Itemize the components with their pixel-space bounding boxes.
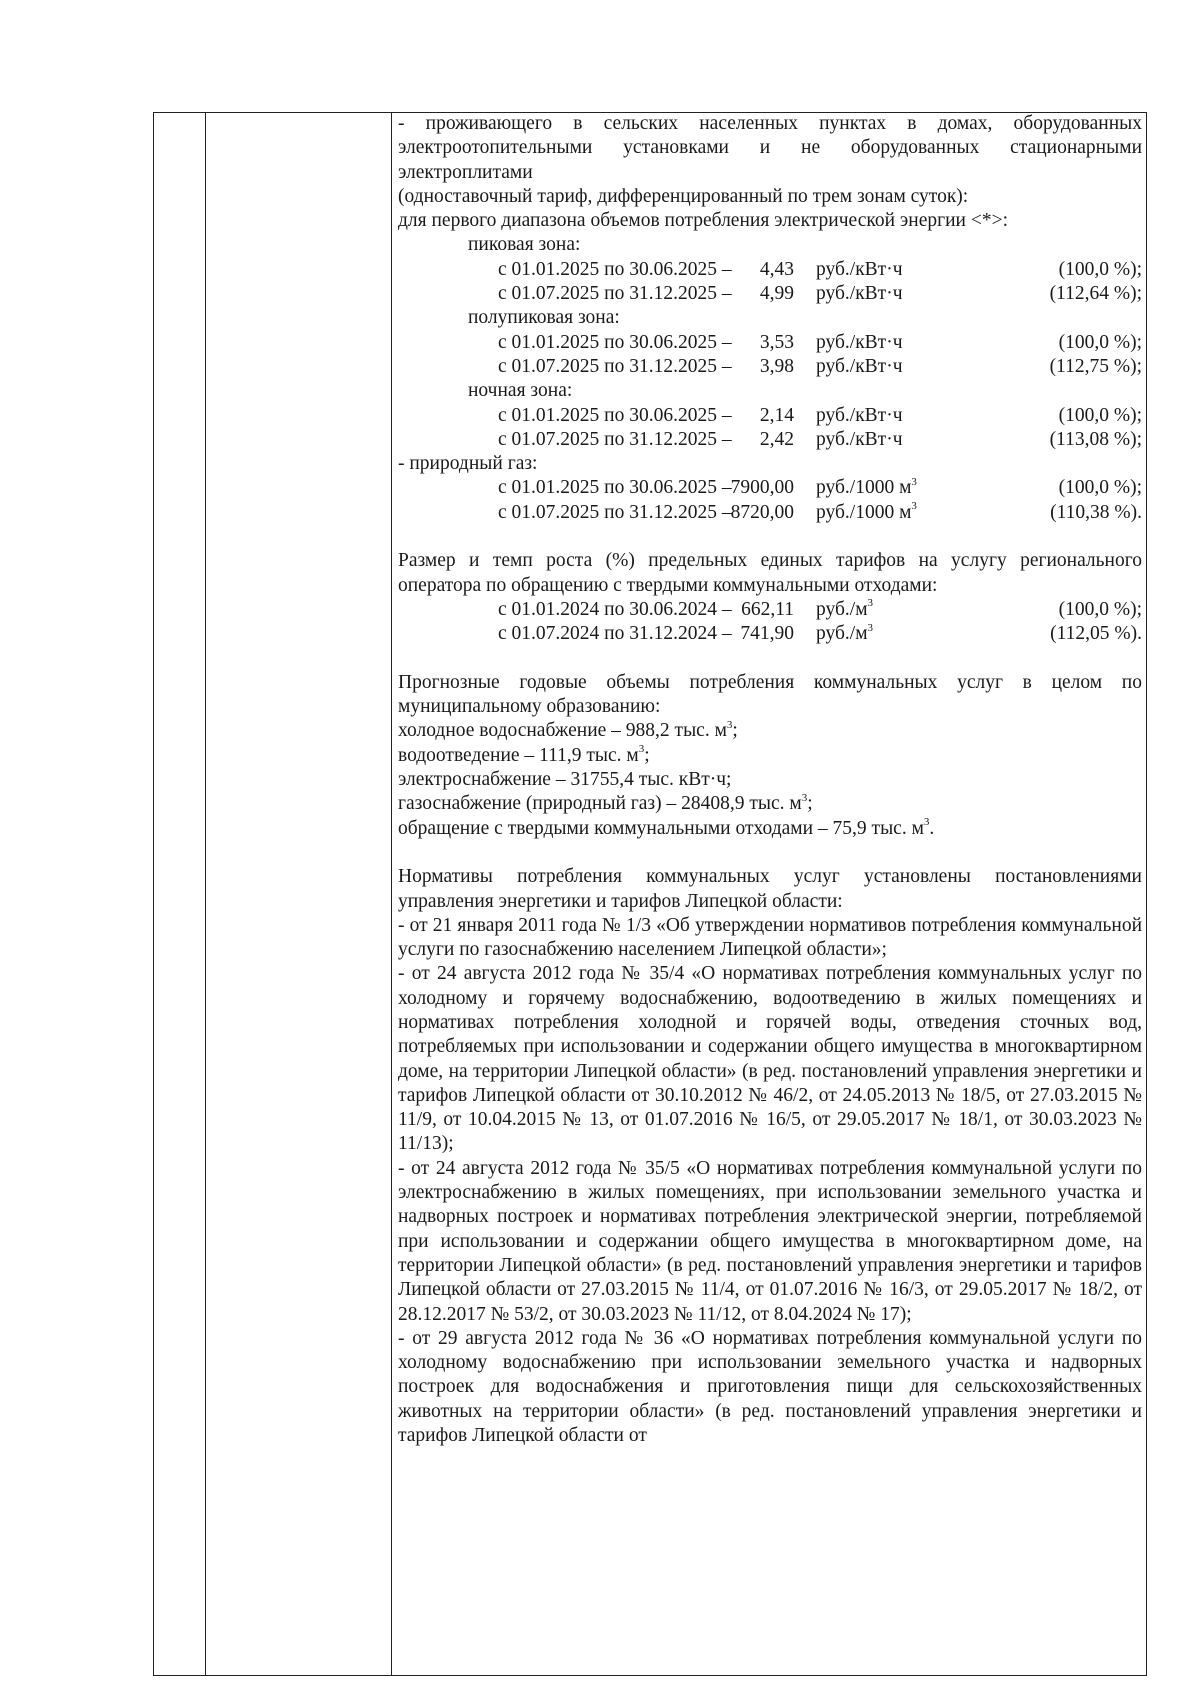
tariff-row: [398, 476, 1142, 500]
tariff-unit: руб./кВт·ч: [816, 331, 903, 353]
table-border-col1: [205, 112, 206, 1675]
tariff-percent: (112,75 %);: [1049, 355, 1142, 377]
tariff-value: 3,53: [759, 331, 794, 353]
tariff-period: с 01.01.2024 по 30.06.2024 –: [498, 598, 732, 620]
tariff-rows: [398, 476, 1142, 525]
tariff-value: 4,99: [759, 283, 794, 305]
norms-item: - от 21 января 2011 года № 1/3 «Об утверждении нормативов потребления коммунальной услуги по газоснабжению населением Липецкой области»;: [398, 914, 1142, 961]
tariff-rows: [398, 258, 1142, 307]
tariff-unit: руб./кВт·ч: [816, 283, 903, 305]
tariff-percent: (112,64 %);: [1049, 283, 1142, 305]
forecast-heading: Прогнозные годовые объемы потребления коммунальных услуг в целом по муниципальному образованию:: [398, 671, 1142, 718]
forecast-item: обращение с твердыми коммунальными отходами – 75,9 тыс. $м^3$.: [398, 816, 935, 839]
tariff-row: [398, 355, 1142, 379]
tariff-row: [398, 501, 1142, 525]
tariff-row: [398, 258, 1142, 282]
tariff-value: 3,98: [759, 355, 794, 377]
tariff-percent: (112,05 %).: [1050, 623, 1142, 645]
tariff-rows: [398, 331, 1142, 380]
tariff-percent: (100,0 %);: [1058, 598, 1142, 620]
tariff-unit: руб./кВт·ч: [816, 258, 903, 280]
gas-label: - природный газ:: [398, 453, 538, 475]
table-border-left: [153, 112, 154, 1675]
tariff-value: 741,90: [740, 623, 794, 645]
forecast-item: холодное водоснабжение – 988,2 тыс. $м^3$;: [398, 718, 738, 742]
tariff-unit: руб./кВт·ч: [816, 428, 903, 450]
tariff-period: с 01.01.2025 по 30.06.2025 –: [498, 331, 732, 353]
tariff-unit: руб./1000 $м^3$: [816, 500, 917, 523]
tariff-unit: $руб./м^3$: [816, 597, 874, 620]
document-text: [398, 112, 1142, 1448]
tariff-percent: (100,0 %);: [1058, 258, 1142, 280]
tariff-row: [398, 428, 1142, 452]
tariff-percent: (110,38 %).: [1050, 501, 1142, 523]
norms-item: - от 24 августа 2012 года № 35/4 «О нормативах потребления коммунальных услуг по холодному и горячему водоснабжению, водоотведению в жилых помещениях и нормативах потребления холодной и горячей воды, отведения сточных вод, потребляемых при использовании и содержании общего имущества в многоквартирном доме, на территории Липецкой области» (в ред. постановлений управления энергетики и тарифов Липецкой области от 30.10.2012 № 46/2, от 24.05.2013 № 18/5, от 27.03.2015 № 11/9, от 10.04.2015 № 13, от 01.07.2016 № 16/5, от 29.05.2017 № 18/1, от 30.03.2023 № 11/13);: [398, 963, 1142, 1155]
waste-heading: Размер и темп роста (%) предельных единых тарифов на услугу регионального оператора по обращению с твердыми коммунальными отходами:: [398, 550, 1142, 596]
norms-item: - от 29 августа 2012 года № 36 «О нормативах потребления коммунальной услуги по холодному водоснабжению при использовании земельного участка и надворных построек для водоснабжения и приготовления пищи для сельскохозяйственных животных на территории области» (в ред. постановлений управления энергетики и тарифов Липецкой области от: [398, 1327, 1142, 1447]
tariff-unit: руб./кВт·ч: [816, 355, 903, 377]
tariff-period: с 01.01.2025 по 30.06.2025 –: [498, 477, 732, 499]
gas-block: [398, 452, 1142, 525]
tariff-unit: руб./кВт·ч: [816, 404, 903, 426]
table-border-col2: [391, 112, 392, 1675]
tariff-row: [398, 331, 1142, 355]
zone-block: [398, 233, 1142, 306]
tariff-period: с 01.01.2025 по 30.06.2025 –: [498, 404, 732, 426]
tariff-percent: (113,08 %);: [1049, 428, 1142, 450]
tariff-percent: (100,0 %);: [1058, 404, 1142, 426]
tariff-value: 2,14: [759, 404, 794, 426]
tariff-period: с 01.07.2025 по 31.12.2025 –: [498, 283, 732, 305]
tariff-unit: руб./1000 $м^3$: [816, 475, 917, 499]
tariff-row: [398, 622, 1142, 646]
tariff-value: 2,42: [759, 428, 794, 450]
tariff-row: [398, 598, 1142, 622]
zone-label: ночная зона:: [468, 380, 573, 402]
zone-block: [398, 379, 1142, 452]
tariff-period: с 01.07.2024 по 31.12.2024 –: [498, 623, 732, 645]
tariff-percent: (100,0 %);: [1058, 477, 1142, 499]
zone-label: пиковая зона:: [468, 234, 581, 256]
tariff-period: с 01.07.2025 по 31.12.2025 –: [498, 428, 732, 450]
tariff-rows: [398, 404, 1142, 453]
tariff-value: 8720,00: [730, 501, 794, 523]
norms-heading: Нормативы потребления коммунальных услуг установлены постановлениями управления энергетики и тарифов Липецкой области:: [398, 866, 1142, 912]
forecast-item: газоснабжение (природный газ) – 28408,9 тыс. $м^3$;: [398, 791, 813, 815]
tariff-period: с 01.01.2025 по 30.06.2025 –: [498, 258, 732, 280]
tariff-value: 662,11: [741, 598, 794, 620]
intro-line: (одноставочный тариф, дифференцированный по трем зонам суток):: [398, 185, 969, 207]
tariff-value: 7900,00: [730, 477, 794, 499]
table-border-bottom: [153, 1675, 1147, 1676]
zone-label: полупиковая зона:: [468, 307, 620, 329]
intro-line: для первого диапазона объемов потребления электрической энергии <*>:: [398, 210, 1009, 232]
tariff-percent: (100,0 %);: [1058, 331, 1142, 353]
tariff-unit: $руб./м^3$: [816, 621, 874, 645]
zone-block: [398, 306, 1142, 379]
tariff-row: [398, 282, 1142, 306]
tariff-rows: [398, 598, 1142, 647]
norms-item: - от 24 августа 2012 года № 35/5 «О нормативах потребления коммунальной услуги по электроснабжению в жилых помещениях, при использовании земельного участка и надворных построек и нормативах потребления электрической энергии, потребляемой при использовании и содержании общего имущества в многоквартирном доме, на территории Липецкой области» (в ред. постановлений управления энергетики и тарифов Липецкой области от 27.03.2015 № 11/4, от 01.07.2016 № 16/3, от 29.05.2017 № 18/2, от 28.12.2017 № 53/2, от 30.03.2023 № 11/12, от 8.04.2024 № 17);: [398, 1157, 1142, 1325]
tariff-row: [398, 404, 1142, 428]
tariff-period: с 01.07.2025 по 31.12.2025 –: [498, 355, 732, 377]
forecast-item: электроснабжение – 31755,4 тыс. кВт·ч;: [398, 769, 732, 791]
table-border-right: [1146, 112, 1147, 1675]
forecast-item: водоотведение – 111,9 тыс. $м^3$;: [398, 743, 650, 766]
tariff-period: с 01.07.2025 по 31.12.2025 –: [498, 501, 732, 523]
tariff-value: 4,43: [759, 258, 794, 280]
intro-line: - проживающего в сельских населенных пунктах в домах, оборудованных электроотопительными установками и не оборудованных стационарными электроплитами: [398, 113, 1142, 183]
